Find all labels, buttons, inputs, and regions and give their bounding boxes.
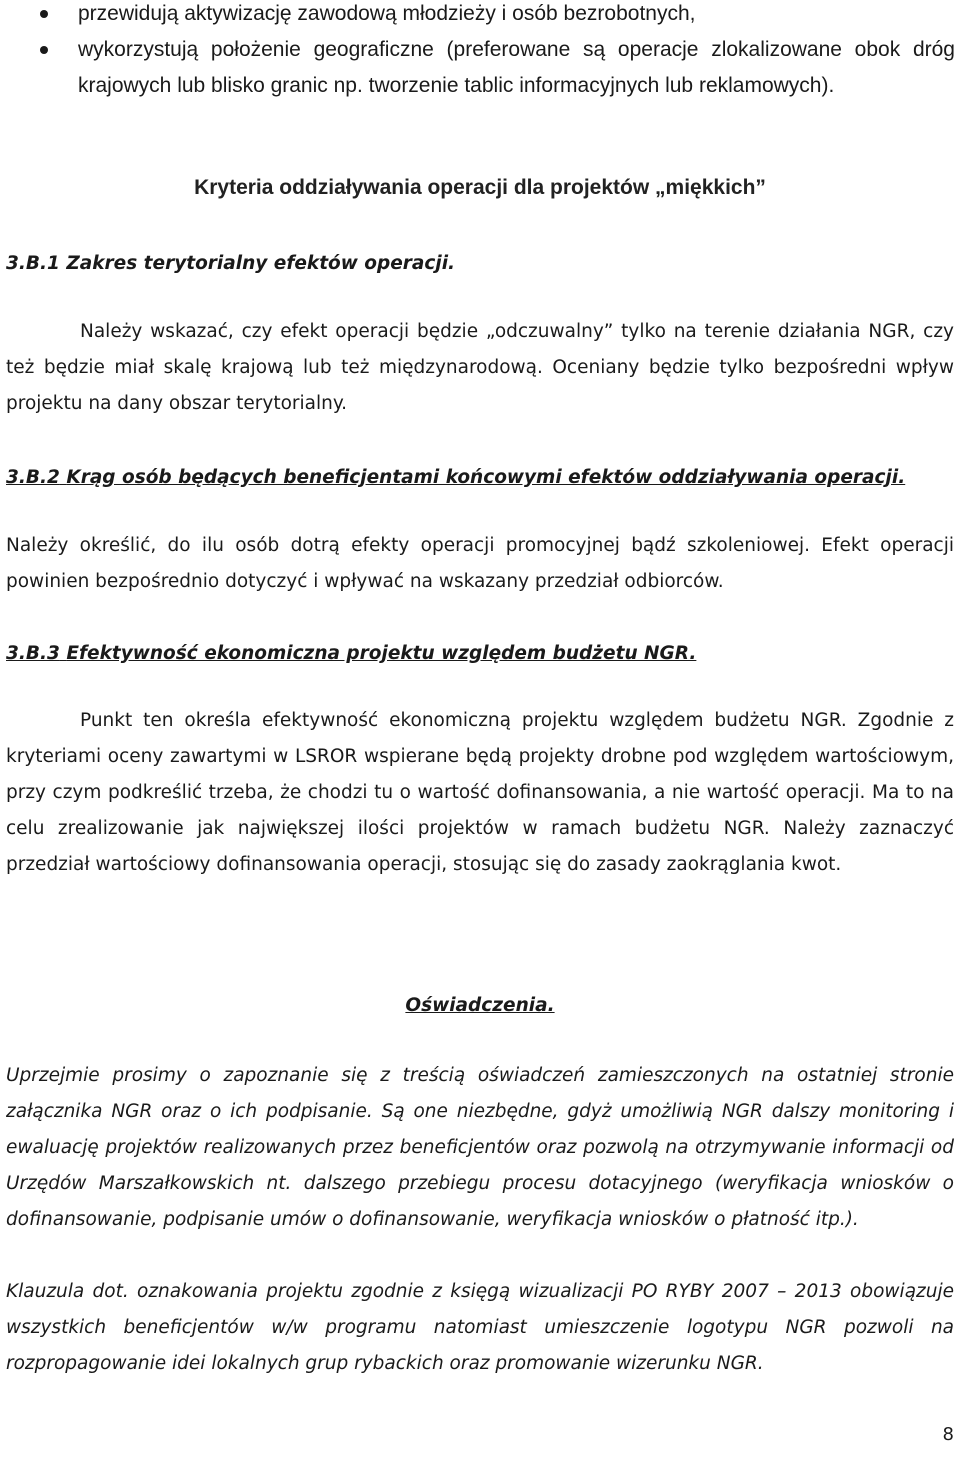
section-body-3b3: Punkt ten określa efektywność ekonomiczną projektu względem budżetu NGR. Zgodnie z kryteriami oceny zawartymi w LSROR wspierane będą projekty drobne pod względem wartościowym, przy czym podkreślić trzeba, że chodzi tu o wartość dofinansowania, a nie wartość operacji. Ma to na celu zrealizowanie jak największej ilości projektów w ramach budżetu NGR. Należy zaznaczyć przedział wartościowy dofinansowania operacji, stosując się do zasady zaokrąglania kwot. xyxy=(6,710,954,875)
page-number: 8 xyxy=(942,1424,954,1445)
section-body-3b2: Należy określić, do ilu osób dotrą efekty operacji promocyjnej bądź szkoleniowej. Efekt operacji powinien bezpośrednio dotyczyć i wpływać na wskazany przedział odbiorców. xyxy=(6,535,954,592)
kryteria-heading: Kryteria oddziaływania operacji dla projektów „miękkich” xyxy=(194,176,766,199)
oswiadczenia-paragraph: Uprzejmie prosimy o zapoznanie się z treścią oświadczeń zamieszczonych na ostatniej stronie załącznika NGR oraz o ich podpisanie. Są one niezbędne, gdyż umożliwią NGR dalszy monitoring i ewaluację projektów realizowanych przez beneficjentów oraz pozwolą na otrzymywanie informacji od Urzędów Marszałkowskich nt. dalszego przebiegu procesu dotacyjnego (weryfikacja wniosków o dofinansowanie, podpisanie umów o dofinansowanie, weryfikacja wniosków o płatność itp.). xyxy=(6,1065,954,1230)
oswiadczenia-heading: Oświadczenia. xyxy=(405,995,555,1016)
section-heading-3b1: 3.B.1 Zakres terytorialny efektów operacji. xyxy=(6,253,456,274)
bullet-dot-icon xyxy=(40,10,48,18)
bullet-item: przewidują aktywizację zawodową młodzieży i osób bezrobotnych, xyxy=(40,0,955,32)
section-body-3b1: Należy wskazać, czy efekt operacji będzie „odczuwalny” tylko na terenie działania NGR, czy też będzie miał skalę krajową lub też międzynarodową. Oceniany będzie tylko bezpośredni wpływ projektu na dany obszar terytorialny. xyxy=(6,321,954,414)
section-heading-3b3: 3.B.3 Efektywność ekonomiczna projektu względem budżetu NGR. xyxy=(6,643,697,664)
bullet-dot-icon xyxy=(40,46,48,54)
section-heading-3b2: 3.B.2 Krąg osób będących beneficjentami końcowymi efektów oddziaływania operacji. xyxy=(6,467,906,488)
klauzula-paragraph: Klauzula dot. oznakowania projektu zgodnie z księgą wizualizacji PO RYBY 2007 – 2013 obowiązuje wszystkich beneficjentów w/w programu natomiast umieszczenie logotypu NGR pozwoli na rozpropagowanie idei lokalnych grup rybackich oraz promowanie wizerunku NGR. xyxy=(6,1281,954,1374)
bullet-list xyxy=(40,0,955,104)
bullet-item: wykorzystują położenie geograficzne (preferowane są operacje zlokalizowane obok dróg krajowych lub blisko granic np. tworzenie tablic informacyjnych lub reklamowych). xyxy=(40,32,955,104)
